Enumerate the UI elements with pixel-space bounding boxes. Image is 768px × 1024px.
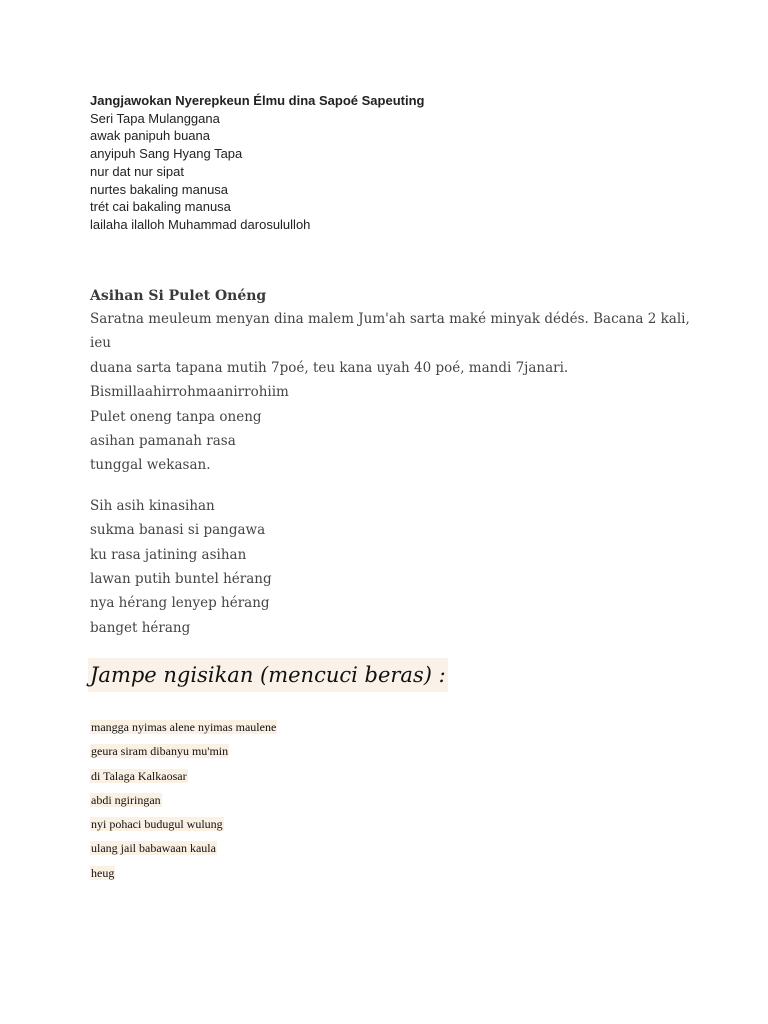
- section-title: Jangjawokan Nyerepkeun Élmu dina Sapoé Sapeuting: [90, 93, 425, 108]
- section-heading: Asihan Si Pulet Onéng: [90, 288, 267, 304]
- verse-line: geura siram dibanyu mu'min: [91, 744, 229, 759]
- text-line: asihan pamanah rasa: [90, 433, 236, 450]
- verse-line: Sih asih kinasihan: [90, 497, 215, 514]
- verse-line: nurtes bakaling manusa: [90, 181, 229, 197]
- list-item: [90, 768, 277, 792]
- section-jangjawokan: [90, 92, 424, 234]
- verse-line: abdi ngiringan: [91, 792, 161, 807]
- verse-line: heug: [91, 865, 115, 880]
- verse-line: Seri Tapa Mulanggana: [90, 110, 220, 126]
- text-line: Saratna meuleum menyan dina malem Jum'ah sarta maké minyak dédés. Bacana 2 kali, ieu: [90, 311, 690, 352]
- list-item: [90, 840, 277, 864]
- section-jampe-lines: [90, 719, 277, 889]
- text-line: Bismillaahirrohmaanirrohiim: [90, 384, 289, 401]
- verse-stanza: [90, 494, 710, 640]
- verse-line: sukma banasi si pangawa: [90, 522, 266, 539]
- list-item: [90, 743, 277, 767]
- verse-line: lawan putih buntel hérang: [90, 571, 272, 588]
- text-line: duana sarta tapana mutih 7poé, teu kana uyah 40 poé, mandi 7janari.: [90, 359, 569, 376]
- verse-line: nya hérang lenyep hérang: [90, 595, 270, 612]
- list-item: [90, 792, 277, 816]
- verse-line: trét cai bakaling manusa: [90, 199, 231, 215]
- section-asihan: [90, 285, 710, 640]
- list-item: [90, 865, 277, 889]
- verse-line: di Talaga Kalkaosar: [91, 768, 187, 783]
- verse-line: ku rasa jatining asihan: [90, 546, 247, 563]
- verse-line: ulang jail babawaan kaula: [91, 841, 216, 856]
- instructions-paragraph: [90, 307, 710, 478]
- verse-line: awak panipuh buana: [90, 128, 210, 144]
- text-line: Pulet oneng tanpa oneng: [90, 408, 262, 425]
- text-line: tunggal wekasan.: [90, 457, 211, 474]
- list-item: [90, 719, 277, 743]
- verse-line: nyi pohaci budugul wulung: [91, 817, 223, 832]
- verse-line: mangga nyimas alene nyimas maulene: [91, 720, 277, 734]
- verse-line: nur dat nur sipat: [90, 163, 184, 179]
- verse-line: banget hérang: [90, 619, 191, 636]
- section-heading-jampe: Jampe ngisikan (mencuci beras) :: [88, 658, 448, 692]
- verse-line: anyipuh Sang Hyang Tapa: [90, 146, 243, 162]
- verse-line: lailaha ilalloh Muhammad darosululloh: [90, 216, 311, 232]
- list-item: [90, 816, 277, 840]
